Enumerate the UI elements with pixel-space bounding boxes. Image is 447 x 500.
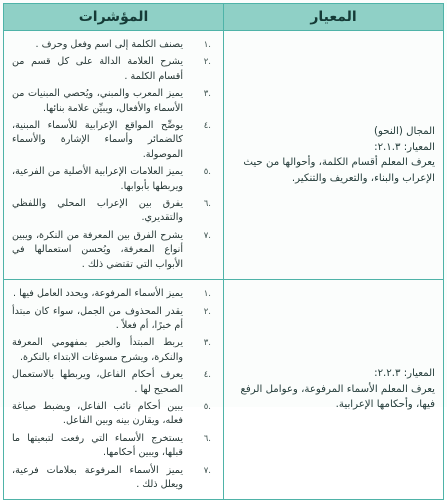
indicator-number: .٥ [203,401,211,412]
indicator-text: يميز الأسماء المرفوعة، ويحدد العامل فيها . [12,288,183,300]
indicator-list [12,287,217,492]
indicator-number: .٧ [203,230,211,241]
indicator-item [12,368,217,397]
indicator-number: .٤ [203,370,211,381]
criterion-code: المعيار: ٢.٢.٣: [374,368,435,380]
criterion-code: المعيار: ٢.١.٣: [374,141,435,153]
indicator-number: .١ [203,40,211,50]
indicator-text: يستخرج الأسماء التي رفعت لتبعيتها ما قبلها، ويبين أحكامها. [12,432,183,459]
indicator-item [12,400,217,429]
indicator-item [12,305,217,334]
criterion-text: يعرف المعلم الأسماء المرفوعة، وعوامل الرفع فيها، وأحكامها الإعرابية. [240,383,435,411]
indicator-text: يميز الأسماء المرفوعة بعلامات فرعية، ويعلل ذلك . [12,464,183,490]
indicator-number: .٢ [203,306,211,317]
indicators-cell [4,31,224,280]
indicator-number: .٧ [203,465,211,476]
indicator-item [12,336,217,365]
indicator-number: .٣ [203,89,211,100]
indicator-list [12,38,217,272]
criterion-column-header: المعيار [224,4,444,31]
standards-table [3,3,444,500]
indicator-item [12,119,217,162]
indicator-item [12,229,217,272]
indicator-number: .١ [203,289,211,300]
indicator-item [12,87,217,116]
criterion-cell [224,31,444,280]
indicator-item [12,464,217,493]
indicator-item [12,165,217,194]
criterion-text: يعرف المعلم أقسام الكلمة، وأحوالها من حيث الإعراب والبناء، والتعريف والتنكير. [243,157,435,184]
indicator-text: يشرح العلامة الدالة على كل قسم من أقسام الكلمة . [12,56,183,82]
indicator-text: يوضِّح المواقع الإعرابية للأسماء المبنية، كالضمائر وأسماء الإشارة والأسماء الموصولة. [12,120,183,160]
indicator-item [12,38,217,52]
indicators-cell [4,280,224,500]
indicator-number: .٣ [203,338,211,349]
indicator-number: .٢ [203,57,211,68]
indicator-text: يفرق بين الإعراب المحلي واللفظي والتقديري. [12,198,183,224]
indicator-text: يميز العلامات الإعرابية الأصلية من الفرعية، ويربطها بأبوابها. [12,166,183,192]
indicator-number: .٦ [203,199,211,210]
indicator-text: يعرف أحكام الفاعل، ويربطها بالاستعمال الصحيح لها . [12,369,183,395]
indicator-number: .٤ [203,121,211,132]
criterion-domain: المجال (النحو) [374,126,435,138]
indicator-text: يشرح الفرق بين المعرفة من النكرة، ويبين أنواع المعرفة، ويُحسن استعمالها في الأبواب التي تقتضي ذلك . [12,229,183,270]
indicator-text: يبين أحكام نائب الفاعل، ويضبط صياغة فعله، ويقارن بينه وبين الفاعل. [12,400,183,427]
table-row [4,280,444,500]
indicator-text: يقدر المحذوف من الجمل، سواء كان مبتدأ أم خبرًا، أم فعلاً . [12,305,183,331]
indicator-text: يربط المبتدأ والخبر بمفهومي المعرفة والنكرة، ويشرح مسوغات الابتداء بالنكرة. [12,337,183,363]
indicator-item [12,55,217,84]
table-row [4,31,444,280]
indicator-number: .٦ [203,433,211,444]
indicators-column-header: المؤشرات [4,4,224,31]
criterion-cell [224,280,444,500]
indicator-text: يميز المعرب والمبني، ويُحصي المبنيات من الأسماء والأفعال، ويبيِّن علامة بنائها. [12,88,183,114]
indicator-item [12,432,217,461]
indicator-item [12,197,217,226]
header-row [4,4,444,31]
indicator-item [12,287,217,301]
indicator-number: .٥ [203,167,211,178]
indicator-text: يصنف الكلمة إلى اسم وفعل وحرف . [35,39,183,50]
